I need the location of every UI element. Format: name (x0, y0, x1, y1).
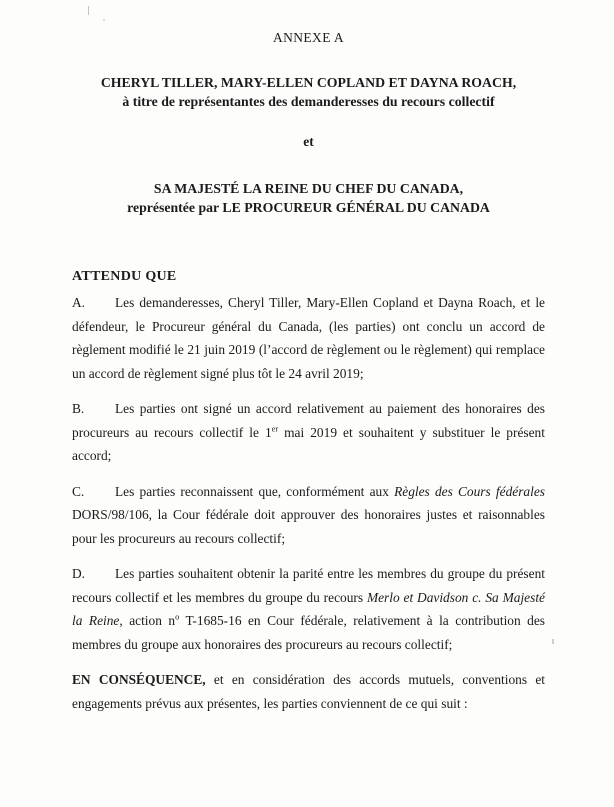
recital-d-case-citation: Merlo et Davidson c. Sa Majesté la Reine (72, 589, 545, 628)
closing-lead: EN CONSÉQUENCE, (72, 672, 206, 687)
recital-b-superscript: er (271, 424, 279, 434)
recital-d-superscript: o (175, 612, 180, 622)
defendant-representative: représentée par LE PROCUREUR GÉNÉRAL DU CANADA (127, 200, 490, 215)
recital-c-text-2: DORS/98/106, la Cour fédérale doit approuver des honoraires justes et raisonnables pour les procureurs au recours collectif; (72, 507, 545, 546)
closing-paragraph (72, 668, 545, 715)
recital-a (72, 291, 545, 385)
recital-c-text-1: Les parties reconnaissent que, conformément aux (115, 483, 395, 499)
plaintiffs-heading (72, 73, 545, 111)
annex-title: ANNEXE A (272, 30, 345, 45)
whereas-heading: ATTENDU QUE (72, 269, 177, 284)
defendant-heading (72, 179, 545, 217)
recital-d (72, 562, 545, 656)
scan-artifact-tick (88, 6, 89, 15)
recital-d-text-2: , action n (119, 613, 176, 628)
recital-d-text-1: Les parties souhaitent obtenir la parité entre les membres du groupe du présent recours collectif et les membres du groupe du recours (72, 566, 545, 605)
recital-b-text-1: Les parties ont signé un accord relativement au paiement des honoraires des procureurs au recours collectif le 1 (72, 401, 545, 440)
plaintiffs-role: à titre de représentantes des demanderesses du recours collectif (122, 94, 495, 109)
recital-b-text-2: mai 2019 et souhaitent y substituer le présent accord; (72, 424, 545, 463)
recital-c-case-citation: Règles des Cours fédérales (394, 483, 545, 499)
closing-text: et en considération des accords mutuels, conventions et engagements prévus aux présentes, les parties conviennent de ce qui suit : (72, 672, 545, 711)
recital-c-label: C. (72, 483, 85, 499)
scan-artifact-speck (103, 19, 105, 21)
defendant-name: SA MAJESTÉ LA REINE DU CHEF DU CANADA, (153, 181, 464, 196)
recital-d-label: D. (72, 566, 86, 581)
recital-b-label: B. (72, 401, 85, 416)
recital-a-label: A. (72, 295, 86, 310)
connector-et: et (303, 134, 314, 149)
plaintiffs-names: CHERYL TILLER, MARY-ELLEN COPLAND ET DAYNA ROACH, (100, 75, 517, 90)
recital-c (72, 480, 545, 551)
recital-a-text: Les demanderesses, Cheryl Tiller, Mary-Ellen Copland et Dayna Roach, et le défendeur, le Procureur général du Canada, (les parties) ont conclu un accord de règlement modifié le 21 juin 2019 (l’accord de règlement ou le règlement) qui remplace un accord de règlement signé plus tôt le 24 avril 2019; (72, 295, 545, 381)
recital-d-text-3: T-1685-16 en Cour fédérale, relativement à la contribution des membres du groupe aux honoraires des procureurs au recours collectif; (72, 613, 545, 652)
recital-b (72, 397, 545, 468)
scan-artifact-dash (552, 639, 554, 644)
